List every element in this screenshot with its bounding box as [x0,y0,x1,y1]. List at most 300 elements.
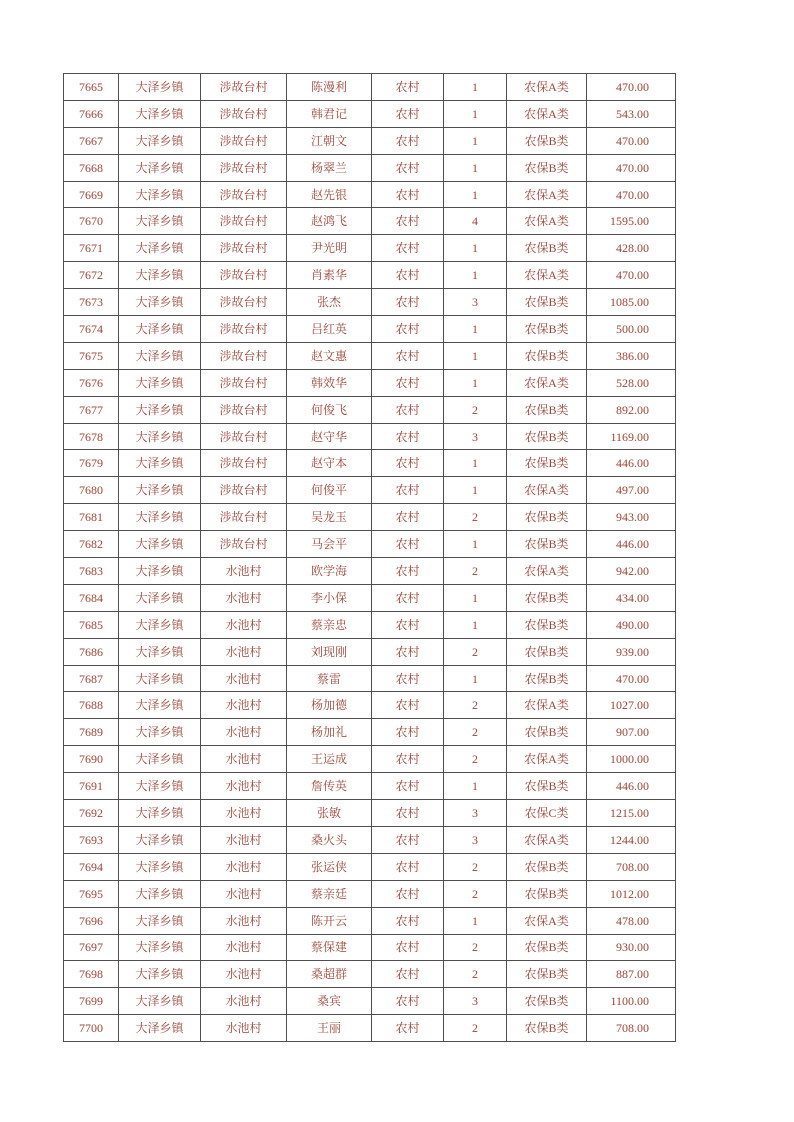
cell-count: 1 [444,154,507,181]
cell-village: 水池村 [201,1015,287,1042]
cell-category: 农保B类 [507,1015,587,1042]
cell-id: 7665 [64,74,119,101]
cell-amount: 470.00 [587,262,676,289]
cell-id: 7666 [64,100,119,127]
cell-category: 农保B类 [507,853,587,880]
cell-name: 何俊飞 [287,396,372,423]
cell-name: 桑火头 [287,826,372,853]
cell-town: 大泽乡镇 [119,880,201,907]
cell-type: 农村 [372,369,444,396]
cell-village: 水池村 [201,988,287,1015]
cell-town: 大泽乡镇 [119,208,201,235]
cell-village: 水池村 [201,558,287,585]
cell-id: 7677 [64,396,119,423]
cell-category: 农保B类 [507,665,587,692]
cell-village: 水池村 [201,934,287,961]
table-row [64,665,676,692]
cell-type: 农村 [372,396,444,423]
cell-village: 水池村 [201,665,287,692]
cell-category: 农保B类 [507,531,587,558]
cell-count: 1 [444,477,507,504]
cell-amount: 470.00 [587,665,676,692]
cell-type: 农村 [372,1015,444,1042]
cell-amount: 1244.00 [587,826,676,853]
cell-category: 农保B类 [507,289,587,316]
cell-name: 韩效华 [287,369,372,396]
cell-village: 水池村 [201,853,287,880]
cell-town: 大泽乡镇 [119,584,201,611]
cell-village: 涉故台村 [201,154,287,181]
table-row [64,853,676,880]
cell-count: 1 [444,127,507,154]
cell-category: 农保A类 [507,826,587,853]
cell-town: 大泽乡镇 [119,853,201,880]
cell-village: 水池村 [201,961,287,988]
cell-id: 7682 [64,531,119,558]
cell-village: 水池村 [201,800,287,827]
table-row [64,880,676,907]
cell-village: 涉故台村 [201,74,287,101]
cell-id: 7683 [64,558,119,585]
cell-count: 3 [444,423,507,450]
cell-id: 7697 [64,934,119,961]
cell-town: 大泽乡镇 [119,289,201,316]
table-row [64,181,676,208]
cell-category: 农保B类 [507,719,587,746]
cell-id: 7681 [64,504,119,531]
cell-village: 涉故台村 [201,342,287,369]
cell-village: 水池村 [201,719,287,746]
cell-id: 7686 [64,638,119,665]
cell-village: 涉故台村 [201,396,287,423]
table-row [64,988,676,1015]
cell-count: 1 [444,907,507,934]
cell-count: 2 [444,961,507,988]
cell-town: 大泽乡镇 [119,262,201,289]
cell-id: 7693 [64,826,119,853]
cell-amount: 708.00 [587,853,676,880]
cell-category: 农保B类 [507,396,587,423]
cell-name: 何俊平 [287,477,372,504]
cell-village: 水池村 [201,773,287,800]
cell-count: 3 [444,988,507,1015]
cell-type: 农村 [372,907,444,934]
cell-amount: 1169.00 [587,423,676,450]
cell-town: 大泽乡镇 [119,611,201,638]
cell-count: 1 [444,773,507,800]
cell-amount: 470.00 [587,74,676,101]
cell-village: 涉故台村 [201,423,287,450]
cell-category: 农保A类 [507,369,587,396]
cell-name: 赵守华 [287,423,372,450]
cell-type: 农村 [372,316,444,343]
cell-category: 农保A类 [507,208,587,235]
cell-village: 水池村 [201,746,287,773]
cell-category: 农保A类 [507,692,587,719]
cell-town: 大泽乡镇 [119,719,201,746]
cell-amount: 446.00 [587,773,676,800]
cell-category: 农保A类 [507,74,587,101]
cell-amount: 887.00 [587,961,676,988]
cell-type: 农村 [372,181,444,208]
cell-town: 大泽乡镇 [119,800,201,827]
cell-town: 大泽乡镇 [119,477,201,504]
cell-count: 2 [444,558,507,585]
table-row [64,746,676,773]
cell-amount: 470.00 [587,154,676,181]
cell-count: 1 [444,100,507,127]
cell-name: 江朝文 [287,127,372,154]
cell-id: 7691 [64,773,119,800]
cell-name: 赵文惠 [287,342,372,369]
cell-type: 农村 [372,558,444,585]
cell-id: 7696 [64,907,119,934]
table-row [64,74,676,101]
cell-id: 7669 [64,181,119,208]
cell-category: 农保B类 [507,154,587,181]
cell-id: 7671 [64,235,119,262]
cell-town: 大泽乡镇 [119,396,201,423]
cell-id: 7674 [64,316,119,343]
cell-amount: 478.00 [587,907,676,934]
cell-name: 杨加礼 [287,719,372,746]
cell-amount: 892.00 [587,396,676,423]
cell-category: 农保B类 [507,504,587,531]
cell-name: 陈开云 [287,907,372,934]
cell-amount: 543.00 [587,100,676,127]
cell-id: 7679 [64,450,119,477]
cell-category: 农保B类 [507,638,587,665]
cell-village: 水池村 [201,907,287,934]
cell-category: 农保A类 [507,477,587,504]
cell-type: 农村 [372,638,444,665]
cell-town: 大泽乡镇 [119,316,201,343]
cell-name: 杨翠兰 [287,154,372,181]
cell-category: 农保B类 [507,584,587,611]
benefit-roster-table [63,73,676,1042]
cell-amount: 1100.00 [587,988,676,1015]
cell-id: 7700 [64,1015,119,1042]
cell-village: 涉故台村 [201,369,287,396]
cell-amount: 446.00 [587,531,676,558]
cell-id: 7667 [64,127,119,154]
table-row [64,558,676,585]
cell-count: 2 [444,746,507,773]
table-row [64,504,676,531]
cell-village: 涉故台村 [201,208,287,235]
cell-village: 涉故台村 [201,235,287,262]
cell-town: 大泽乡镇 [119,907,201,934]
cell-town: 大泽乡镇 [119,181,201,208]
cell-village: 水池村 [201,584,287,611]
cell-count: 2 [444,934,507,961]
table-row [64,423,676,450]
cell-type: 农村 [372,800,444,827]
cell-count: 3 [444,800,507,827]
cell-village: 涉故台村 [201,127,287,154]
cell-count: 2 [444,692,507,719]
cell-category: 农保B类 [507,611,587,638]
cell-category: 农保B类 [507,934,587,961]
table-row [64,450,676,477]
cell-name: 蔡保建 [287,934,372,961]
table-row [64,531,676,558]
cell-amount: 708.00 [587,1015,676,1042]
cell-amount: 943.00 [587,504,676,531]
cell-type: 农村 [372,988,444,1015]
cell-type: 农村 [372,504,444,531]
cell-type: 农村 [372,100,444,127]
cell-name: 赵守本 [287,450,372,477]
cell-name: 张杰 [287,289,372,316]
cell-amount: 470.00 [587,127,676,154]
cell-category: 农保A类 [507,746,587,773]
table-row [64,584,676,611]
cell-type: 农村 [372,746,444,773]
cell-category: 农保B类 [507,127,587,154]
table-row [64,316,676,343]
cell-type: 农村 [372,127,444,154]
cell-id: 7687 [64,665,119,692]
cell-id: 7695 [64,880,119,907]
cell-town: 大泽乡镇 [119,773,201,800]
cell-town: 大泽乡镇 [119,74,201,101]
cell-category: 农保C类 [507,800,587,827]
cell-count: 4 [444,208,507,235]
cell-amount: 1000.00 [587,746,676,773]
table-row [64,235,676,262]
cell-id: 7690 [64,746,119,773]
cell-village: 涉故台村 [201,504,287,531]
cell-id: 7678 [64,423,119,450]
table-row [64,342,676,369]
cell-village: 水池村 [201,692,287,719]
cell-amount: 497.00 [587,477,676,504]
cell-count: 1 [444,531,507,558]
cell-village: 涉故台村 [201,450,287,477]
table-row [64,289,676,316]
cell-type: 农村 [372,880,444,907]
cell-amount: 500.00 [587,316,676,343]
cell-category: 农保B类 [507,961,587,988]
cell-town: 大泽乡镇 [119,1015,201,1042]
cell-category: 农保B类 [507,880,587,907]
cell-count: 1 [444,235,507,262]
cell-type: 农村 [372,74,444,101]
cell-town: 大泽乡镇 [119,961,201,988]
table-row [64,907,676,934]
cell-name: 马会平 [287,531,372,558]
table-container [63,73,676,1042]
cell-type: 农村 [372,853,444,880]
cell-type: 农村 [372,611,444,638]
cell-name: 王丽 [287,1015,372,1042]
cell-amount: 942.00 [587,558,676,585]
cell-amount: 470.00 [587,181,676,208]
cell-village: 水池村 [201,826,287,853]
cell-town: 大泽乡镇 [119,369,201,396]
cell-type: 农村 [372,665,444,692]
cell-name: 蔡亲廷 [287,880,372,907]
table-row [64,826,676,853]
table-row [64,1015,676,1042]
cell-name: 桑宾 [287,988,372,1015]
cell-town: 大泽乡镇 [119,531,201,558]
cell-town: 大泽乡镇 [119,342,201,369]
cell-category: 农保B类 [507,316,587,343]
cell-id: 7676 [64,369,119,396]
cell-count: 1 [444,181,507,208]
cell-name: 欧学海 [287,558,372,585]
cell-village: 水池村 [201,638,287,665]
cell-id: 7668 [64,154,119,181]
cell-village: 水池村 [201,880,287,907]
cell-category: 农保A类 [507,100,587,127]
cell-amount: 1085.00 [587,289,676,316]
cell-category: 农保A类 [507,907,587,934]
cell-name: 张敏 [287,800,372,827]
cell-count: 3 [444,826,507,853]
table-row [64,961,676,988]
cell-village: 涉故台村 [201,100,287,127]
cell-amount: 930.00 [587,934,676,961]
cell-category: 农保B类 [507,423,587,450]
cell-town: 大泽乡镇 [119,665,201,692]
cell-town: 大泽乡镇 [119,423,201,450]
cell-amount: 1012.00 [587,880,676,907]
cell-name: 詹传英 [287,773,372,800]
cell-count: 2 [444,880,507,907]
cell-count: 1 [444,584,507,611]
cell-count: 3 [444,289,507,316]
cell-type: 农村 [372,773,444,800]
cell-count: 2 [444,853,507,880]
table-body [64,74,676,1042]
table-row [64,638,676,665]
cell-amount: 528.00 [587,369,676,396]
cell-type: 农村 [372,208,444,235]
cell-amount: 939.00 [587,638,676,665]
cell-count: 1 [444,262,507,289]
table-row [64,369,676,396]
cell-id: 7699 [64,988,119,1015]
cell-id: 7670 [64,208,119,235]
cell-town: 大泽乡镇 [119,100,201,127]
cell-category: 农保A类 [507,262,587,289]
cell-type: 农村 [372,154,444,181]
cell-village: 涉故台村 [201,316,287,343]
cell-type: 农村 [372,342,444,369]
cell-id: 7689 [64,719,119,746]
table-row [64,262,676,289]
table-row [64,934,676,961]
cell-id: 7684 [64,584,119,611]
cell-name: 尹光明 [287,235,372,262]
cell-count: 1 [444,369,507,396]
cell-village: 涉故台村 [201,289,287,316]
table-row [64,208,676,235]
cell-id: 7672 [64,262,119,289]
cell-name: 吕红英 [287,316,372,343]
cell-count: 2 [444,396,507,423]
cell-amount: 490.00 [587,611,676,638]
cell-category: 农保B类 [507,773,587,800]
cell-village: 水池村 [201,611,287,638]
cell-id: 7698 [64,961,119,988]
cell-name: 蔡雷 [287,665,372,692]
cell-name: 陈漫利 [287,74,372,101]
cell-count: 1 [444,450,507,477]
cell-type: 农村 [372,450,444,477]
cell-category: 农保A类 [507,558,587,585]
cell-name: 蔡亲忠 [287,611,372,638]
cell-category: 农保A类 [507,181,587,208]
cell-count: 2 [444,504,507,531]
cell-town: 大泽乡镇 [119,154,201,181]
cell-town: 大泽乡镇 [119,826,201,853]
cell-count: 2 [444,719,507,746]
cell-type: 农村 [372,961,444,988]
table-row [64,396,676,423]
cell-amount: 428.00 [587,235,676,262]
cell-town: 大泽乡镇 [119,638,201,665]
cell-amount: 907.00 [587,719,676,746]
cell-type: 农村 [372,289,444,316]
cell-type: 农村 [372,531,444,558]
cell-village: 涉故台村 [201,531,287,558]
cell-town: 大泽乡镇 [119,235,201,262]
cell-name: 桑超群 [287,961,372,988]
cell-town: 大泽乡镇 [119,558,201,585]
cell-name: 肖素华 [287,262,372,289]
cell-town: 大泽乡镇 [119,504,201,531]
cell-village: 涉故台村 [201,262,287,289]
cell-id: 7692 [64,800,119,827]
cell-type: 农村 [372,692,444,719]
table-row [64,800,676,827]
cell-id: 7680 [64,477,119,504]
cell-type: 农村 [372,235,444,262]
cell-village: 涉故台村 [201,477,287,504]
cell-count: 1 [444,316,507,343]
cell-category: 农保B类 [507,342,587,369]
table-row [64,719,676,746]
cell-name: 张运侠 [287,853,372,880]
cell-town: 大泽乡镇 [119,692,201,719]
table-row [64,154,676,181]
cell-id: 7685 [64,611,119,638]
cell-category: 农保B类 [507,450,587,477]
cell-id: 7675 [64,342,119,369]
table-row [64,127,676,154]
cell-village: 涉故台村 [201,181,287,208]
cell-amount: 1215.00 [587,800,676,827]
cell-name: 王运成 [287,746,372,773]
cell-town: 大泽乡镇 [119,988,201,1015]
cell-name: 杨加德 [287,692,372,719]
cell-name: 吴龙玉 [287,504,372,531]
cell-count: 1 [444,74,507,101]
cell-count: 2 [444,638,507,665]
table-row [64,773,676,800]
cell-count: 1 [444,665,507,692]
cell-name: 韩君记 [287,100,372,127]
cell-type: 农村 [372,719,444,746]
table-row [64,100,676,127]
cell-count: 1 [444,611,507,638]
cell-id: 7688 [64,692,119,719]
cell-id: 7673 [64,289,119,316]
